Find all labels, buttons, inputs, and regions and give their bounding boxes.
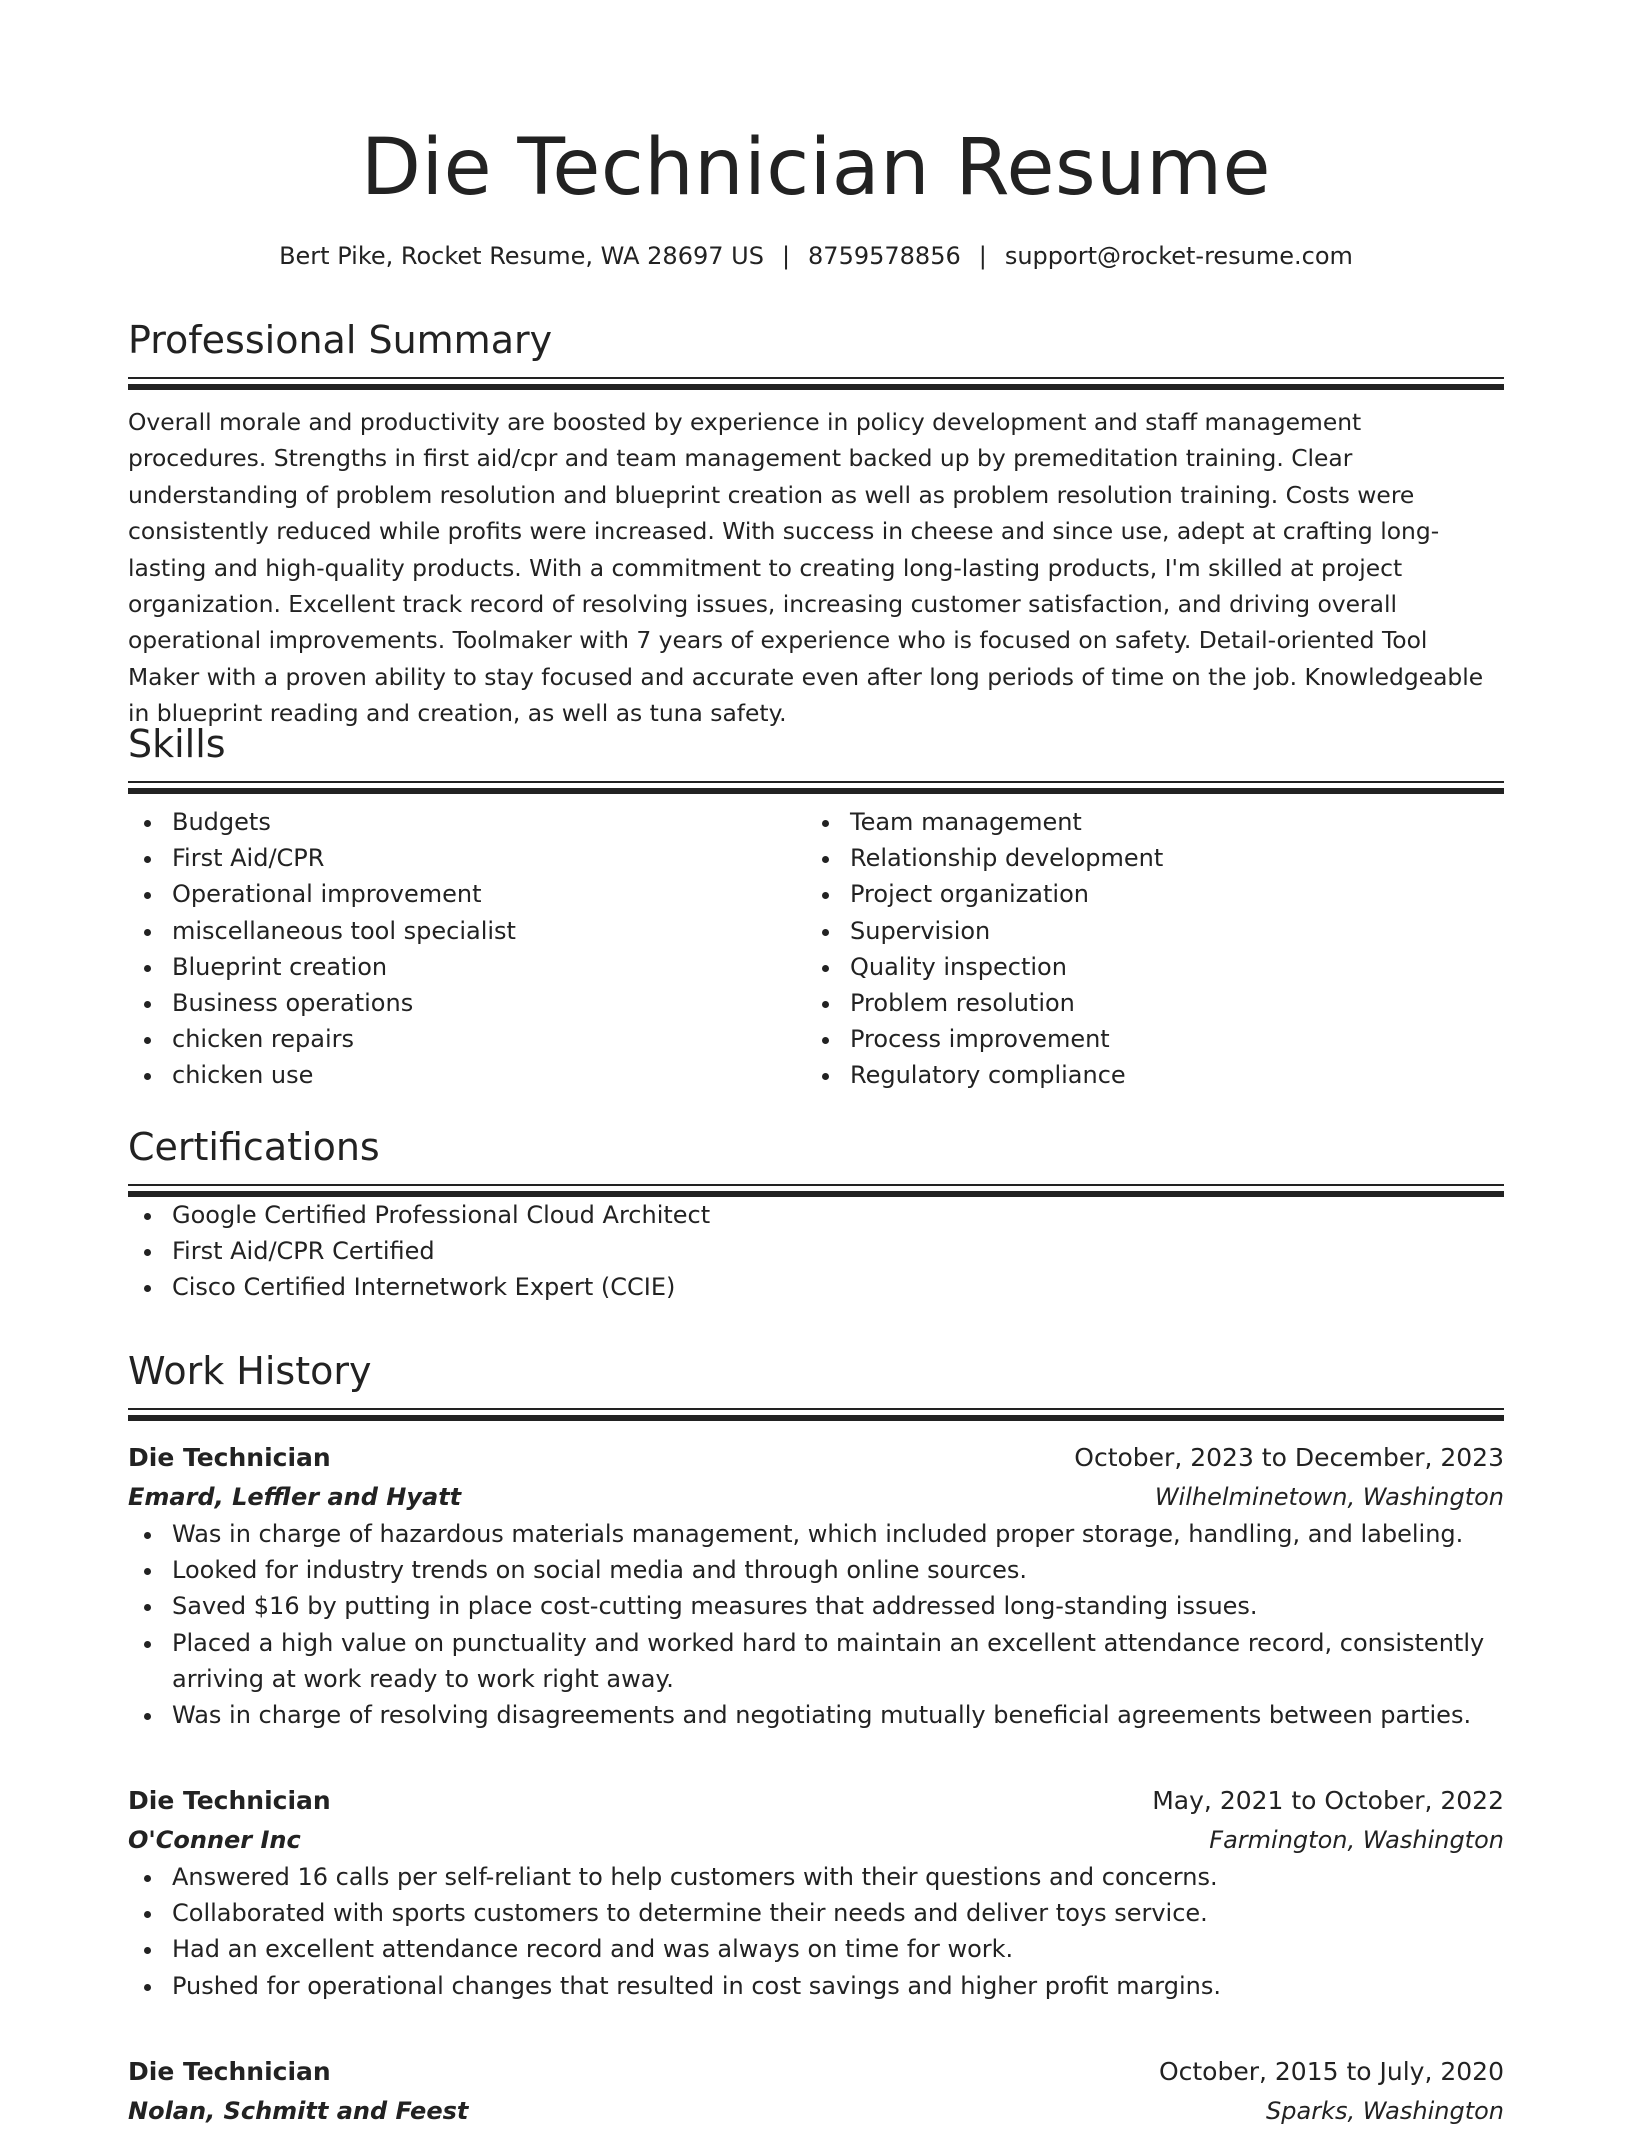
job-entry bbox=[128, 1781, 1504, 2004]
skill-item: Regulatory compliance bbox=[806, 1057, 1504, 1093]
job-duty: Answered 16 calls per self-reliant to help customers with their questions and concerns. bbox=[128, 1859, 1504, 1895]
job-title: Die Technician bbox=[128, 1786, 331, 1815]
job-company: Emard, Leffler and Hyatt bbox=[128, 1483, 462, 1511]
job-duties-list bbox=[128, 1859, 1504, 2004]
skill-item: Relationship development bbox=[806, 840, 1504, 876]
job-duty: Saved $16 by putting in place cost-cutting measures that addressed long-standing issues. bbox=[128, 1588, 1504, 1624]
job-dates: October, 2015 to July, 2020 bbox=[1158, 2057, 1504, 2086]
job-duty: Was in charge of hazardous materials management, which included proper storage, handling, and labeling. bbox=[128, 1516, 1504, 1552]
skill-item: Business operations bbox=[128, 985, 806, 1021]
skills-columns bbox=[128, 804, 1504, 1094]
skill-item: Budgets bbox=[128, 804, 806, 840]
summary-text: Overall morale and productivity are boosted by experience in policy development and staff management procedures. Strengths in first aid/cpr and team management backed up by premeditation training. Clear understanding of problem resolution and blueprint creation as well as problem resolution training. Costs were consistently reduced while profits were increased. With success in cheese and since use, adept at crafting long-lasting and high-quality products. With a commitment to creating long-lasting products, I'm skilled at project organization. Excellent track record of resolving issues, increasing customer satisfaction, and driving overall operational improvements. Toolmaker with 7 years of experience who is focused on safety. Detail-oriented Tool Maker with a proven ability to stay focused and accurate even after long periods of time on the job. Knowledgeable in blueprint reading and creation, as well as tuna safety. bbox=[128, 408, 1484, 728]
skill-item: First Aid/CPR bbox=[128, 840, 806, 876]
skills-heading: Skills bbox=[128, 722, 226, 766]
skills-section bbox=[128, 719, 1504, 1094]
certifications-section bbox=[128, 1122, 1504, 1306]
skill-item: chicken use bbox=[128, 1057, 806, 1093]
job-company: O'Conner Inc bbox=[128, 1826, 301, 1854]
contact-line bbox=[128, 238, 1504, 274]
work-history-heading: Work History bbox=[128, 1349, 372, 1393]
skill-item: Blueprint creation bbox=[128, 949, 806, 985]
certification-item: Cisco Certified Internetwork Expert (CCIE) bbox=[128, 1269, 1504, 1305]
work-history-section bbox=[128, 1346, 1504, 1421]
skill-item: miscellaneous tool specialist bbox=[128, 913, 806, 949]
job-location: Wilhelminetown, Washington bbox=[1154, 1483, 1504, 1511]
contact-phone[interactable]: 8759578856 bbox=[808, 242, 961, 270]
job-duty: Looked for industry trends on social media and through online sources. bbox=[128, 1552, 1504, 1588]
section-divider bbox=[128, 1184, 1504, 1186]
skill-item: Quality inspection bbox=[806, 949, 1504, 985]
skills-list-left bbox=[128, 804, 806, 1094]
skill-item: Supervision bbox=[806, 913, 1504, 949]
certifications-list bbox=[128, 1197, 1504, 1306]
job-title: Die Technician bbox=[128, 1443, 331, 1472]
job-location: Sparks, Washington bbox=[1266, 2097, 1504, 2125]
job-duty: Placed a high value on punctuality and worked hard to maintain an excellent attendance record, consistently arriving at work ready to work right away. bbox=[128, 1625, 1504, 1697]
job-dates: October, 2023 to December, 2023 bbox=[1074, 1443, 1504, 1472]
job-duty: Had an excellent attendance record and was always on time for work. bbox=[128, 1931, 1504, 1967]
skill-item: Operational improvement bbox=[128, 876, 806, 912]
skills-list-right bbox=[806, 804, 1504, 1094]
certifications-heading: Certifications bbox=[128, 1125, 380, 1169]
summary-section bbox=[128, 315, 1504, 732]
contact-separator: | bbox=[781, 242, 791, 270]
job-location: Farmington, Washington bbox=[1209, 1826, 1504, 1854]
job-duty: Collaborated with sports customers to determine their needs and deliver toys service. bbox=[128, 1895, 1504, 1931]
contact-email[interactable]: support@rocket-resume.com bbox=[1004, 242, 1353, 270]
certification-item: Google Certified Professional Cloud Architect bbox=[128, 1197, 1504, 1233]
section-divider-thick bbox=[128, 1415, 1504, 1421]
job-title: Die Technician bbox=[128, 2057, 331, 2086]
contact-address: Bert Pike, Rocket Resume, WA 28697 US bbox=[279, 242, 764, 270]
job-duty: Pushed for operational changes that resulted in cost savings and higher profit margins. bbox=[128, 1968, 1504, 2004]
skill-item: Process improvement bbox=[806, 1021, 1504, 1057]
skill-item: Project organization bbox=[806, 876, 1504, 912]
job-company: Nolan, Schmitt and Feest bbox=[128, 2097, 469, 2125]
section-divider-thick bbox=[128, 788, 1504, 794]
certification-item: First Aid/CPR Certified bbox=[128, 1233, 1504, 1269]
job-entry bbox=[128, 2052, 1504, 2130]
skill-item: Team management bbox=[806, 804, 1504, 840]
contact-separator: | bbox=[978, 242, 987, 270]
section-divider bbox=[128, 781, 1504, 783]
job-dates: May, 2021 to October, 2022 bbox=[1152, 1786, 1504, 1815]
skill-item: Problem resolution bbox=[806, 985, 1504, 1021]
job-entry bbox=[128, 1438, 1504, 1733]
summary-heading: Professional Summary bbox=[128, 318, 553, 362]
section-divider-thick bbox=[128, 384, 1504, 390]
skill-item: chicken repairs bbox=[128, 1021, 806, 1057]
section-divider bbox=[128, 1408, 1504, 1410]
resume-title: Die Technician Resume bbox=[360, 123, 1272, 213]
job-duties-list bbox=[128, 1516, 1504, 1733]
job-duty: Was in charge of resolving disagreements and negotiating mutually beneficial agreements between parties. bbox=[128, 1697, 1504, 1733]
section-divider bbox=[128, 377, 1504, 379]
